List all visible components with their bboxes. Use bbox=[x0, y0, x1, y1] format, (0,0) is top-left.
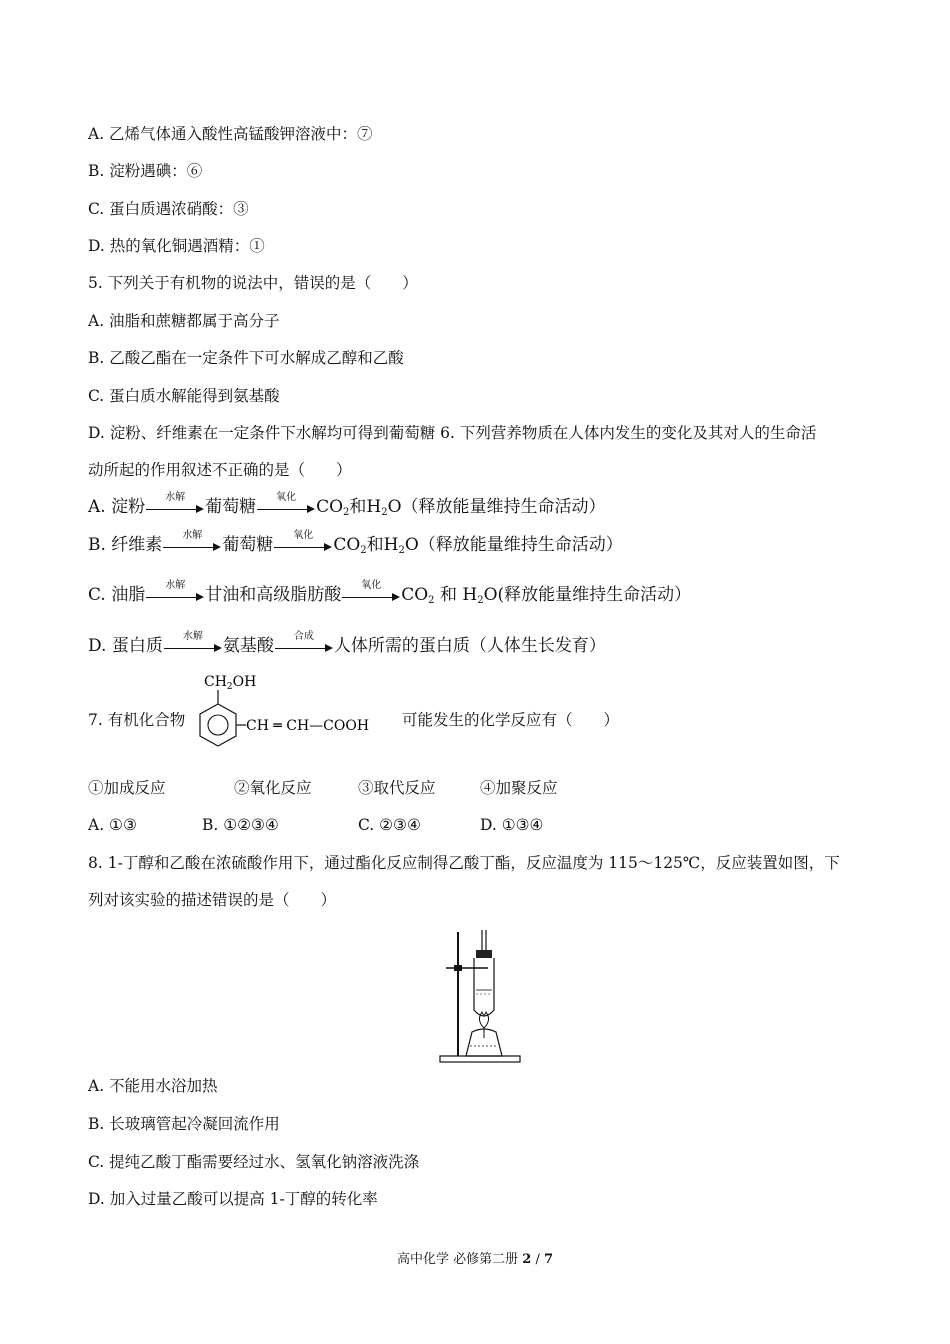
reaction-4: ④加聚反应 bbox=[480, 779, 558, 797]
page-number: 2 bbox=[522, 1252, 532, 1267]
q4-option-b: B. 淀粉遇碘：⑥ bbox=[88, 162, 203, 180]
q6-a-product: CO bbox=[316, 497, 344, 517]
subscript: 2 bbox=[477, 595, 484, 606]
arrow-label: 氧化 bbox=[361, 579, 382, 591]
subscript: 2 bbox=[398, 545, 405, 556]
q6-b-product: CO bbox=[333, 535, 361, 555]
reaction-arrow bbox=[275, 630, 333, 657]
q7-option-c: C. ②③④ bbox=[358, 816, 421, 834]
q6-option-d bbox=[88, 630, 606, 657]
apparatus-figure bbox=[438, 928, 522, 1066]
q7-structure-formula bbox=[190, 668, 400, 764]
side-chain-label: CH ═ CH—COOH bbox=[246, 718, 370, 734]
q6-c-intermediate: 甘油和高级脂肪酸 bbox=[205, 585, 342, 605]
reaction-arrow bbox=[342, 579, 400, 606]
q5-option-a: A. 油脂和蔗糖都属于高分子 bbox=[88, 312, 280, 330]
q6-option-a bbox=[88, 491, 606, 523]
reaction-arrow bbox=[163, 529, 221, 556]
q8-option-d: D. 加入过量乙酸可以提高 1-丁醇的转化率 bbox=[88, 1190, 378, 1208]
q6-d-product: 人体所需的蛋白质（人体生长发育） bbox=[333, 636, 606, 656]
q7-option-b: B. ①②③④ bbox=[202, 816, 279, 834]
arrow-label: 水解 bbox=[182, 630, 203, 642]
q7-option-d: D. ①③④ bbox=[480, 816, 544, 834]
reaction-3: ③取代反应 bbox=[358, 779, 436, 797]
page-footer bbox=[0, 1248, 950, 1267]
ch2oh-label: $CH_2OH$ bbox=[204, 674, 257, 692]
q6-a-reactant: A. 淀粉 bbox=[88, 497, 146, 517]
q6-c-reactant: C. 油脂 bbox=[88, 585, 146, 605]
q8-option-a: A. 不能用水浴加热 bbox=[88, 1077, 218, 1095]
reaction-arrow bbox=[257, 491, 315, 518]
reaction-arrow bbox=[164, 630, 222, 657]
q6-a-intermediate: 葡萄糖 bbox=[205, 497, 257, 517]
arrow-label: 水解 bbox=[182, 529, 203, 541]
q6-a-product: O（释放能量维持生命活动） bbox=[387, 497, 606, 517]
test-tube bbox=[474, 958, 494, 1016]
reaction-arrow bbox=[146, 491, 204, 518]
q4-option-d: D. 热的氧化铜遇酒精：① bbox=[88, 237, 265, 255]
q8-option-b: B. 长玻璃管起冷凝回流作用 bbox=[88, 1115, 280, 1133]
q5-option-c: C. 蛋白质水解能得到氨基酸 bbox=[88, 387, 280, 405]
reaction-1: ①加成反应 bbox=[88, 779, 166, 797]
arrow-label: 氧化 bbox=[293, 529, 314, 541]
q7-option-a: A. ①③ bbox=[88, 816, 137, 834]
q7-stem-suffix: 可能发生的化学反应有（ ） bbox=[402, 711, 620, 729]
q6-option-b bbox=[88, 529, 623, 561]
q6-b-intermediate: 葡萄糖 bbox=[222, 535, 274, 555]
q6-d-intermediate: 氨基酸 bbox=[222, 636, 274, 656]
reaction-2: ②氧化反应 bbox=[234, 779, 312, 797]
q5-stem: 5. 下列关于有机物的说法中，错误的是（ ） bbox=[88, 274, 418, 292]
arrow-label: 水解 bbox=[165, 579, 186, 591]
stand-base bbox=[440, 1056, 520, 1062]
arrow-label: 水解 bbox=[165, 491, 186, 503]
subscript: 2 bbox=[428, 595, 435, 606]
q6-a-product: 和H bbox=[349, 497, 382, 517]
q7-stem-prefix: 7. 有机化合物 bbox=[88, 711, 186, 729]
q6-stem: 动所起的作用叙述不正确的是（ ） bbox=[88, 461, 352, 479]
q4-option-c: C. 蛋白质遇浓硝酸：③ bbox=[88, 200, 249, 218]
q6-b-reactant: B. 纤维素 bbox=[88, 535, 163, 555]
arrow-label: 合成 bbox=[293, 630, 314, 642]
q6-c-product: 和 H bbox=[434, 585, 478, 605]
footer-label: 高中化学 必修第二册 bbox=[396, 1252, 519, 1267]
reaction-arrow bbox=[146, 579, 204, 606]
q5-option-d: D. 淀粉、纤维素在一定条件下水解均可得到葡萄糖 6. 下列营养物质在人体内发生的变化及其对人的生命活 bbox=[88, 424, 817, 442]
q6-c-product: CO bbox=[401, 585, 429, 605]
subscript: 2 bbox=[381, 507, 388, 518]
reaction-arrow bbox=[274, 529, 332, 556]
q4-option-a: A. 乙烯气体通入酸性高锰酸钾溶液中：⑦ bbox=[88, 125, 373, 143]
q8-option-c: C. 提纯乙酸丁酯需要经过水、氢氧化钠溶液洗涤 bbox=[88, 1153, 420, 1171]
q6-option-c bbox=[88, 579, 692, 611]
q5-option-b: B. 乙酸乙酯在一定条件下可水解成乙醇和乙酸 bbox=[88, 349, 404, 367]
q8-stem-line1: 8. 1-丁醇和乙酸在浓硫酸作用下，通过酯化反应制得乙酸丁酯，反应温度为 115～125℃，反应装置如图，下 bbox=[88, 854, 840, 872]
subscript: 2 bbox=[343, 507, 350, 518]
benzene-ring bbox=[200, 704, 236, 746]
q8-stem-line2: 列对该实验的描述错误的是（ ） bbox=[88, 891, 337, 909]
q6-d-reactant: D. 蛋白质 bbox=[88, 636, 163, 656]
arrow-label: 氧化 bbox=[276, 491, 297, 503]
stopper bbox=[476, 950, 492, 958]
flame bbox=[479, 1012, 488, 1028]
q6-c-product: O(释放能量维持生命活动） bbox=[483, 585, 692, 605]
q6-b-product: O（释放能量维持生命活动） bbox=[404, 535, 623, 555]
page-separator: / bbox=[535, 1252, 540, 1267]
page-total: 7 bbox=[543, 1252, 554, 1267]
q6-b-product: 和H bbox=[366, 535, 399, 555]
subscript: 2 bbox=[360, 545, 367, 556]
